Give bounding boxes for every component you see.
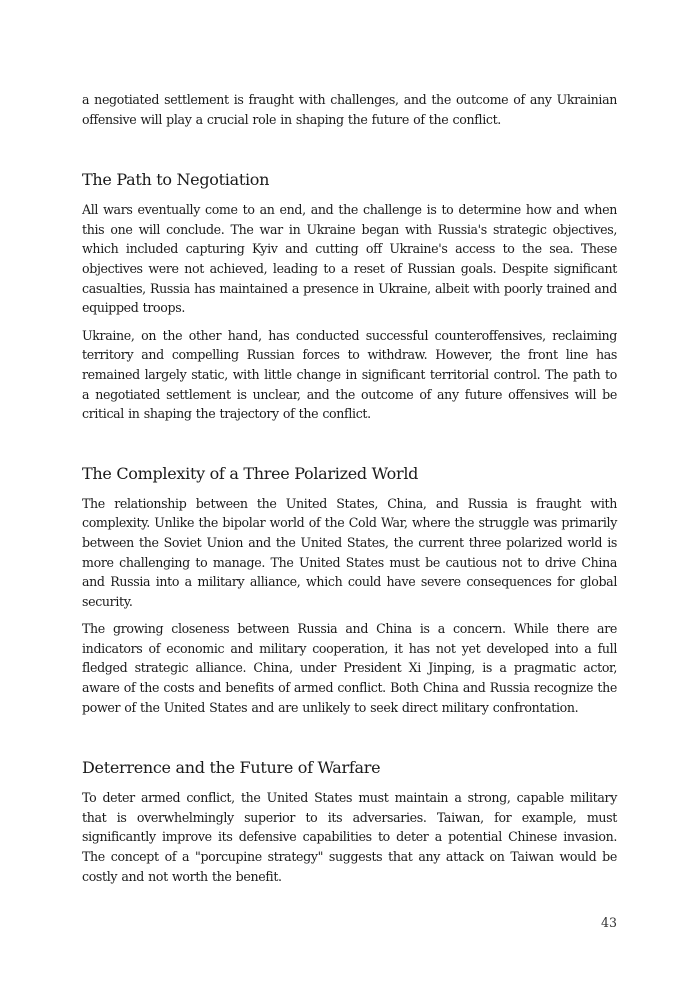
section-path-to-negotiation <box>82 169 617 424</box>
section-three-polarized-world <box>82 463 617 718</box>
paragraph: The relationship between the United States, China, and Russia is fraught with complexity. Unlike the bipolar world of the Cold War, where the struggle was primarily between the Soviet Union and the United States, the current three polarized world is more challenging to manage. The United States must be cautious not to drive China and Russia into a military alliance, which could have severe consequences for global security. <box>82 495 617 609</box>
document-body <box>82 90 617 894</box>
paragraph: All wars eventually come to an end, and the challenge is to determine how and when this one will conclude. The war in Ukraine began with Russia's strategic objectives, which included capturing Kyiv and cutting off Ukraine's access to the sea. These objectives were not achieved, leading to a reset of Russian goals. Despite significant casualties, Russia has maintained a presence in Ukraine, albeit with poorly trained and equipped troops. <box>82 202 617 316</box>
paragraph: Ukraine, on the other hand, has conducted successful counteroffensives, reclaiming territory and compelling Russian forces to withdraw. However, the front line has remained largely static, with little change in significant territorial control. The path to a negotiated settlement is unclear, and the outcome of any future offensives will be critical in shaping the trajectory of the conflict. <box>82 327 617 422</box>
page-number: 43 <box>600 915 617 930</box>
section-deterrence <box>82 757 617 886</box>
intro-paragraph: a negotiated settlement is fraught with challenges, and the outcome of any Ukrainian offensive will play a crucial role in shaping the future of the conflict. <box>82 92 617 127</box>
paragraph: The growing closeness between Russia and China is a concern. While there are indicators of economic and military cooperation, it has not yet developed into a full fledged strategic alliance. China, under President Xi Jinping, is a pragmatic actor, aware of the costs and benefits of armed conflict. Both China and Russia recognize the power of the United States and are unlikely to seek direct military confrontation. <box>82 621 617 715</box>
section-heading: The Complexity of a Three Polarized World <box>82 463 419 483</box>
paragraph: To deter armed conflict, the United States must maintain a strong, capable military that is overwhelmingly superior to its adversaries. Taiwan, for example, must significantly improve its defensive capabilities to deter a potential Chinese invasion. The concept of a "porcupine strategy" suggests that any attack on Taiwan would be costly and not worth the benefit. <box>82 790 617 884</box>
section-heading: Deterrence and the Future of Warfare <box>82 758 381 778</box>
section-heading: The Path to Negotiation <box>82 170 270 190</box>
